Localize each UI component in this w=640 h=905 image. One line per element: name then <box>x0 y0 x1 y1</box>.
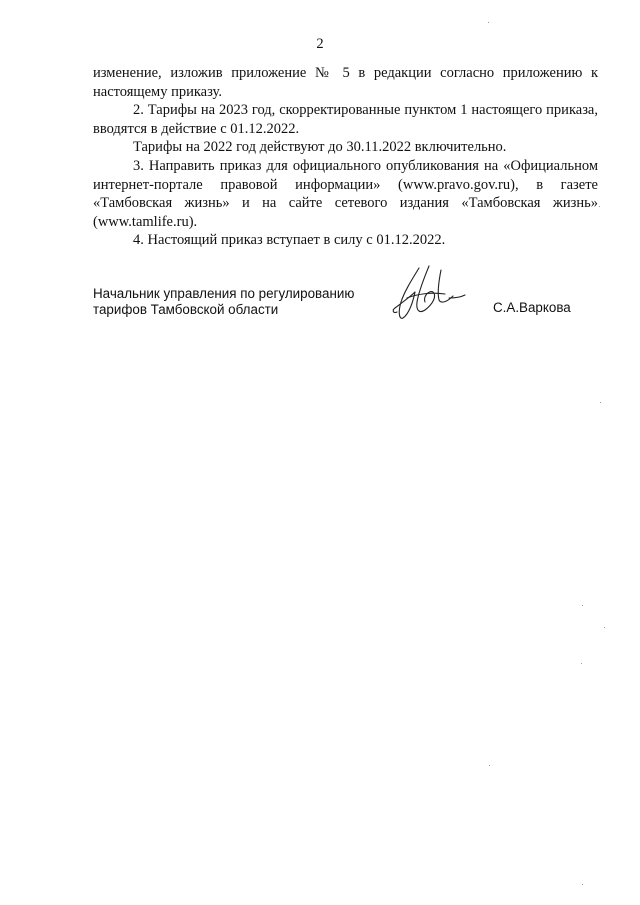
scan-speck <box>488 22 489 23</box>
page-number: 2 <box>316 36 324 52</box>
signature-block <box>93 286 598 336</box>
paragraph-validity: Тарифы на 2022 год действуют до 30.11.2022 включительно. <box>133 139 507 156</box>
signer-name: С.А.Варкова <box>493 300 571 315</box>
scan-speck <box>604 627 605 628</box>
paragraph-item-2: 2. Тарифы на 2023 год, скорректированные пунктом 1 настоящего приказа, вводятся в действие с 01.12.2022. <box>93 102 598 137</box>
scan-speck <box>489 765 490 766</box>
paragraph-continuation: изменение, изложив приложение № 5 в редакции согласно приложению к настоящему приказу. <box>93 65 598 100</box>
paragraph-item-3: 3. Направить приказ для официального опубликования на «Официальном интернет-портале правовой информации» (www.pravo.gov.ru), в газете «Тамбовская жизнь» и на сайте сетевого издания «Тамбовская жизнь» (www.tamlife.ru). <box>93 157 598 230</box>
scan-speck <box>600 402 601 403</box>
paragraph-item-4: 4. Настоящий приказ вступает в силу с 01.12.2022. <box>133 232 446 249</box>
scan-speck <box>599 206 600 207</box>
scan-speck <box>582 605 583 606</box>
scan-speck <box>582 884 583 885</box>
signer-position-line-1: Начальник управления по регулированию <box>93 286 355 301</box>
handwritten-signature <box>389 262 467 324</box>
signer-position <box>93 286 383 317</box>
signer-position-line-2: тарифов Тамбовской области <box>93 301 279 317</box>
scan-speck <box>581 663 582 664</box>
document-body <box>93 64 598 250</box>
